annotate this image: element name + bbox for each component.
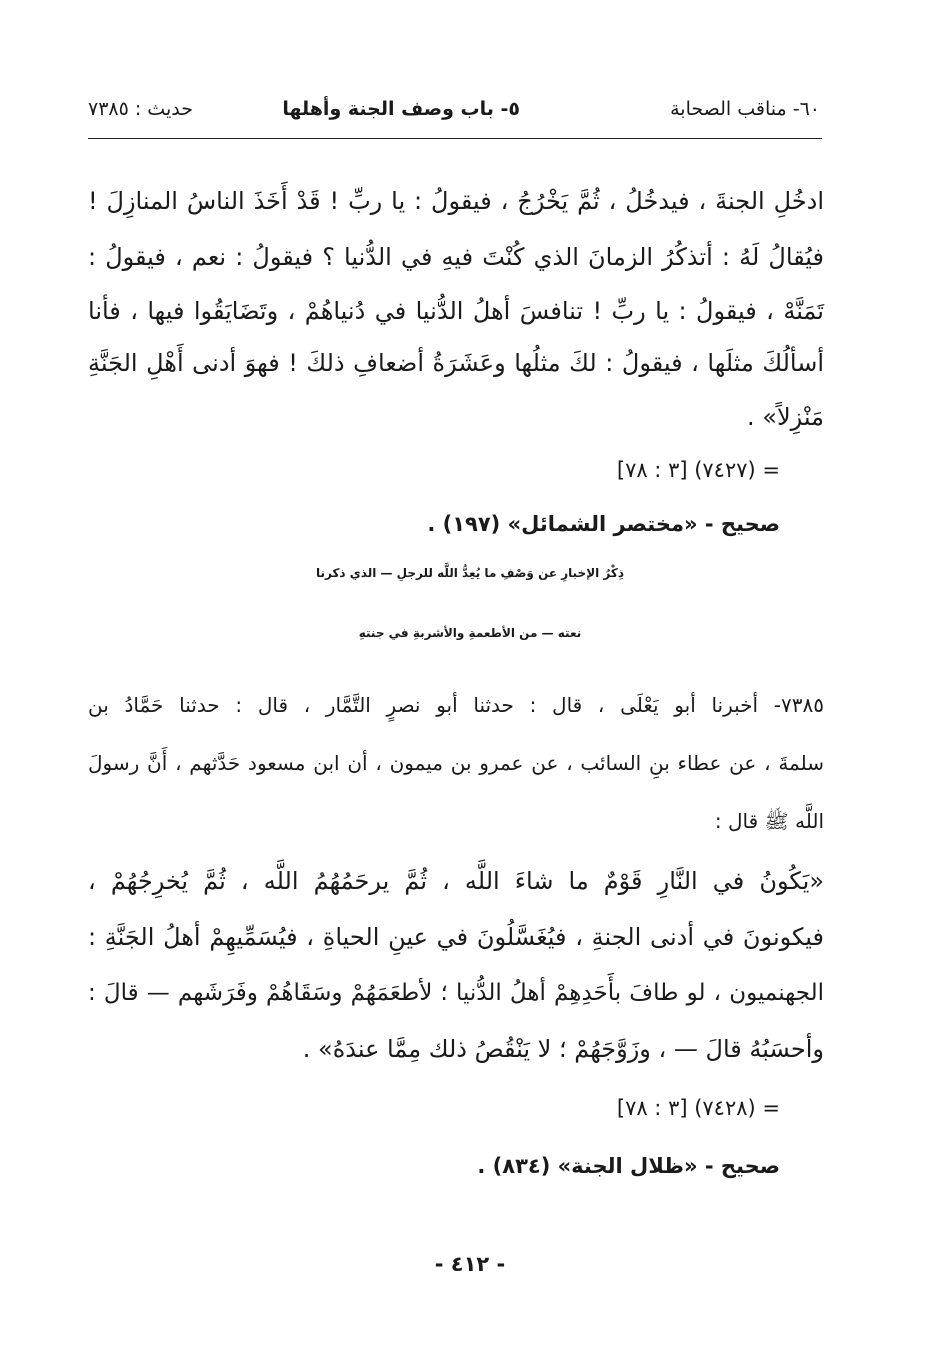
passage2-line-2: فيكونونَ في أدنى الجنةِ ، فيُغَسَّلُونَ في عينِ الحياةِ ، فيُسَمِّيهِمْ أهلُ الجَنَّةِ :: [88, 923, 824, 951]
passage1-line-5: مَنْزِلاً» .: [747, 403, 824, 431]
isnad-line-3: اللَّه ﷺ قال :: [714, 809, 824, 833]
passage2-line-4: وأحسَبُهُ قالَ — ، وزَوَّجَهُمْ ؛ لا يَنْقُصُ ذلك مِمَّا عندَهُ» .: [302, 1035, 824, 1063]
header-divider: [88, 138, 822, 139]
passage1-reference: = (٧٤٢٧) [٣ : ٧٨]: [616, 458, 780, 482]
passage1-line-2: فيُقالُ لَهُ : أتذكُرُ الزمانَ الذي كُنْتَ فيهِ في الدُّنيا ؟ فيقولُ : نعم ، فيقولُ :: [88, 243, 824, 271]
page-number: - ٤١٢ -: [434, 1252, 506, 1276]
hadith-reference: حديث : ٧٣٨٥: [88, 98, 193, 120]
section-title: ٥- باب وصف الجنة وأهلها: [282, 98, 520, 120]
passage2-line-1: «يَكُونُ في النَّارِ قَوْمٌ ما شاءَ اللَّه ، ثُمَّ يرحَمُهُمُ اللَّه ، ثُمَّ يُخرِجُهُمْ ،: [88, 867, 824, 895]
section-heading-line-2: نعته — من الأطعمةِ والأشربةِ في جنتهِ: [358, 626, 582, 640]
chapter-title: ٦٠- مناقب الصحابة: [670, 98, 820, 120]
running-header: [88, 94, 820, 134]
section-heading-line-1: ذِكْرُ الإخبارِ عن وَصْفِ ما يُعِدُّ اللَّه للرجلِ — الذي ذكرنا: [315, 566, 625, 580]
passage1-line-4: أسألُكَ مثلَها ، فيقولُ : لكَ مثلُها وعَشَرَةُ أضعافِ ذلكَ ! فهوَ أدنى أَهْلِ الجَنَّةِ: [88, 349, 824, 377]
isnad-line-2: سلمةَ ، عن عطاء بنِ السائب ، عن عمرو بن ميمون ، أن ابن مسعود حَدَّثهم ، أَنَّ رسولَ: [88, 751, 824, 775]
passage2-line-3: الجهنميون ، لو طافَ بأَحَدِهِمْ أهلُ الدُّنيا ؛ لأطعَمَهُمْ وسَقَاهُمْ وفَرَشَهم — قالَ :: [88, 980, 824, 1006]
passage2-reference: = (٧٤٢٨) [٣ : ٧٨]: [616, 1096, 780, 1120]
passage1-grade: صحيح - «مختصر الشمائل» (١٩٧) .: [427, 512, 780, 536]
passage1-line-3: تَمَنَّهْ ، فيقولُ : يا ربِّ ! تنافسَ أهلُ الدُّنيا في دُنياهُمْ ، وتَضَايَقُوا فيها ، فأنا: [88, 297, 824, 325]
passage2-grade: صحيح - «ظلال الجنة» (٨٣٤) .: [477, 1154, 780, 1178]
isnad-line-1: ٧٣٨٥- أخبرنا أبو يَعْلَى ، قال : حدثنا أبو نصرٍ التَّمَّار ، قال : حدثنا حَمَّادُ بن: [88, 693, 824, 717]
passage1-line-1: ادخُلِ الجنةَ ، فيدخُلُ ، ثُمَّ يَخْرُجُ ، فيقولُ : يا ربِّ ! قَدْ أَخَذَ الناسُ المنازِلَ !: [88, 187, 824, 215]
